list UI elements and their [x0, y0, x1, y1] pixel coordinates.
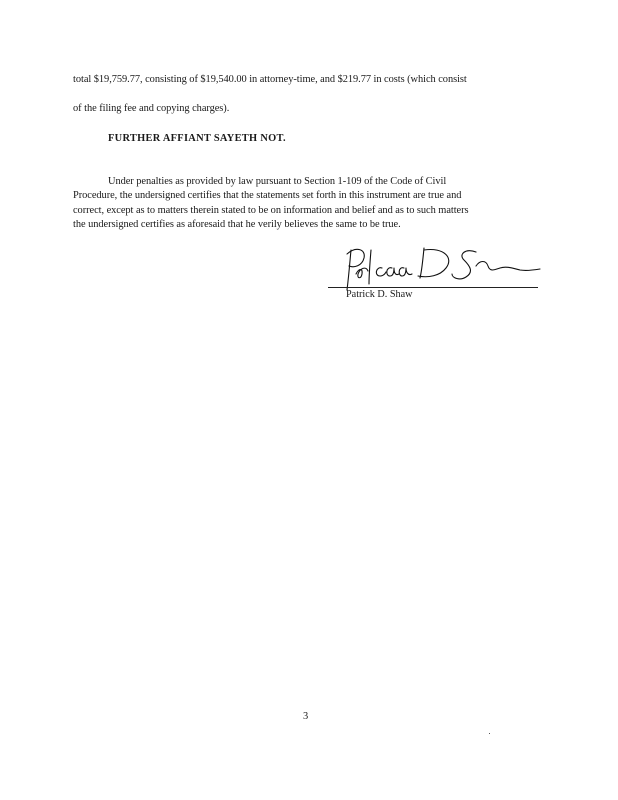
scan-speck	[489, 733, 490, 734]
page-number: 3	[303, 711, 309, 722]
signature-line	[328, 287, 538, 288]
paragraph-2-line-2: Procedure, the undersigned certifies that the statements set forth in this instrument are true and	[73, 190, 462, 201]
paragraph-1-line-2: of the filing fee and copying charges).	[73, 103, 230, 114]
paragraph-2-line-4: the undersigned certifies as aforesaid that he verily believes the same to be true.	[73, 219, 401, 230]
signature-block	[320, 244, 540, 314]
signer-name: Patrick D. Shaw	[346, 289, 413, 300]
paragraph-1-line-1: total $19,759.77, consisting of $19,540.00 in attorney-time, and $219.77 in costs (which consist	[73, 74, 467, 85]
paragraph-2-line-1: Under penalties as provided by law pursuant to Section 1-109 of the Code of Civil	[108, 176, 447, 187]
affiant-heading: FURTHER AFFIANT SAYETH NOT.	[108, 133, 286, 144]
paragraph-2-line-3: correct, except as to matters therein stated to be on information and belief and as to such matters	[73, 205, 469, 216]
